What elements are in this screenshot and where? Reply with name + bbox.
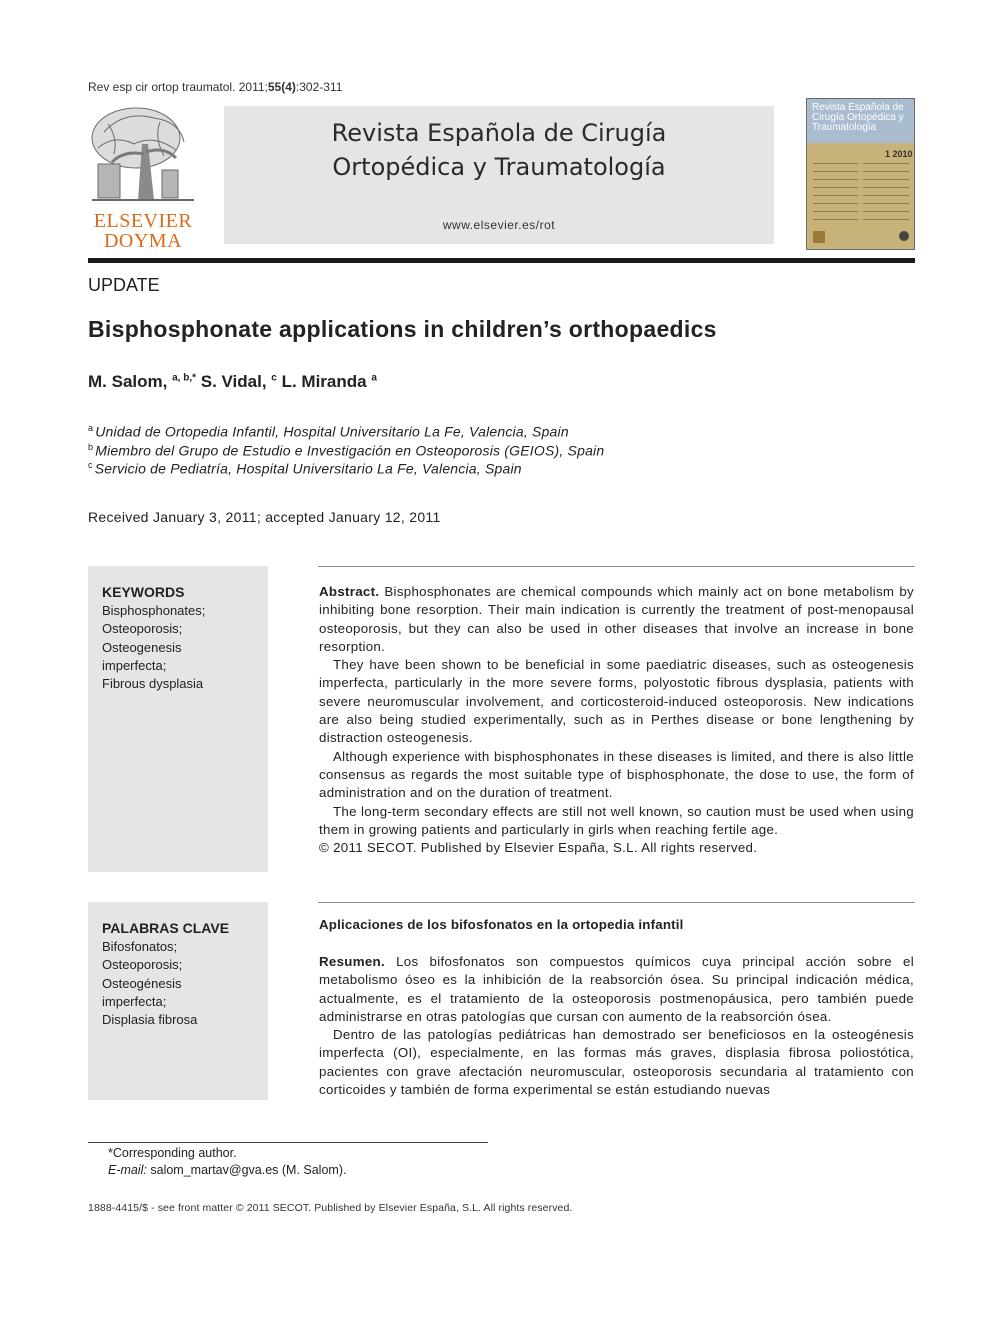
keyword-item: imperfecta; bbox=[102, 657, 167, 673]
affiliation-item bbox=[88, 442, 604, 459]
abstract-section bbox=[319, 583, 914, 857]
footnote-rule bbox=[88, 1142, 488, 1143]
citation-pages: :302-311 bbox=[295, 80, 343, 94]
abstract-paragraph: The long-term secondary effects are still not well known, so caution must be used when using them in growing patients and particularly in girls when reaching fertile age. bbox=[319, 803, 914, 837]
header-divider bbox=[88, 258, 915, 263]
keyword-item: Osteoporosis; bbox=[102, 621, 183, 637]
issn-line: 1888-4415/$ - see front matter © 2011 SECOT. Published by Elsevier España, S.L. All rights reserved. bbox=[88, 1202, 573, 1214]
abstract-label: Abstract. bbox=[319, 584, 380, 599]
keyword-item: Osteoporosis; bbox=[102, 957, 183, 973]
resumen-paragraph: Dentro de las patologías pediátricas han demostrado ser beneficiosos en la osteogénesis imperfecta (OI), especialmente, en las formas más graves, displasia fibrosa poliostótica, pacientes con grave afectación neuromuscular, osteoporosis secundaria al tratamiento con corticoides y también de forma experimental se están estudiando nuevas bbox=[319, 1027, 914, 1098]
resumen-paragraph: Resumen. Los bifosfonatos son compuestos químicos cuya principal acción sobre el metabolismo óseo es la inhibición de la reabsorción ósea. Su principal indicación médica, actualmente, es el tratamiento de la osteoporosis postmenopáusica, pero también puede administrarse en otras patologías que cursan con aumento de la reabsorción ósea. bbox=[319, 954, 914, 1024]
abstract-paragraph: They have been shown to be beneficial in some paediatric diseases, such as osteogenesis imperfecta, particularly in the more severe forms, polyostotic fibrous dysplasia, patients with severe neuromuscular involvement, and corticosteroid-induced osteoporosis. New indications are also being studied experimentally, such as in Perthes disease or bone lengthening by distraction osteogenesis. bbox=[319, 657, 914, 746]
publisher-name-line2: DOYMA bbox=[103, 230, 183, 252]
section-label: UPDATE bbox=[88, 275, 160, 295]
publisher-logo bbox=[84, 104, 202, 252]
affiliation-text: Miembro del Grupo de Estudio e Investigación en Osteoporosis (GEIOS), Spain bbox=[95, 442, 605, 459]
author-affiliation-mark: c bbox=[271, 372, 277, 384]
cover-header bbox=[807, 99, 914, 143]
citation-line bbox=[88, 80, 342, 94]
keyword-item: Osteogénesis bbox=[102, 975, 182, 991]
affiliation-item bbox=[88, 460, 522, 477]
publisher-name-line1: ELSEVIER bbox=[93, 210, 193, 232]
spanish-title: Aplicaciones de los bifosfonatos en la ortopedia infantil bbox=[319, 917, 684, 932]
resumen-label: Resumen. bbox=[319, 954, 385, 969]
received-dates: Received January 3, 2011; accepted January 12, 2011 bbox=[88, 509, 441, 525]
author-name: M. Salom, bbox=[88, 372, 168, 391]
email-value[interactable]: salom_martav@gva.es (M. Salom). bbox=[146, 1163, 347, 1177]
citation-prefix: Rev esp cir ortop traumatol. 2011; bbox=[88, 80, 268, 94]
citation-volume: 55(4) bbox=[267, 80, 296, 94]
cover-title: Revista Española de Cirugía Ortopédica y Traumatología bbox=[812, 102, 904, 133]
journal-url[interactable]: www.elsevier.es/rot bbox=[442, 218, 556, 232]
email-note bbox=[108, 1163, 346, 1177]
keyword-item: Bifosfonatos; bbox=[102, 939, 178, 954]
author-name: S. Vidal, bbox=[200, 372, 267, 391]
keyword-item: Fibrous dysplasia bbox=[102, 676, 204, 692]
email-label: E-mail: bbox=[108, 1163, 147, 1177]
abstract-paragraph: Although experience with bisphosphonates in these diseases is limited, and there is also little consensus as regards the most suitable type of bisphosphonate, the dose to use, the form of administration and on the duration of treatment. bbox=[319, 748, 914, 801]
affiliation-mark: a bbox=[88, 423, 94, 433]
journal-title-line2: Ortopédica y Traumatología bbox=[332, 153, 666, 181]
keywords-box bbox=[88, 566, 268, 872]
journal-title-line1: Revista Española de Cirugía bbox=[331, 119, 667, 147]
cover-logo-icon bbox=[813, 231, 825, 243]
affiliation-mark: c bbox=[88, 460, 93, 470]
author-affiliation-mark: a, b,* bbox=[172, 372, 196, 384]
corresponding-author-note: *Corresponding author. bbox=[108, 1146, 237, 1160]
abstract-copyright: © 2011 SECOT. Published by Elsevier España, S.L. All rights reserved. bbox=[319, 840, 758, 856]
journal-title bbox=[224, 116, 774, 184]
author-affiliation-mark: a bbox=[371, 372, 377, 384]
tree-icon bbox=[84, 104, 202, 206]
palabras-clave-heading: PALABRAS CLAVE bbox=[102, 920, 230, 936]
affiliation-item bbox=[88, 423, 569, 440]
resumen-top-rule bbox=[318, 902, 915, 903]
journal-banner bbox=[224, 106, 774, 244]
keywords-heading: KEYWORDS bbox=[102, 584, 185, 600]
author-list bbox=[88, 372, 377, 392]
journal-cover-thumbnail bbox=[806, 98, 915, 250]
abstract-paragraph: Abstract. Bisphosphonates are chemical compounds which mainly act on bone metabolism by inhibiting bone resorption. Their main indication is currently the treatment of post-menopausal osteoporosis, but they can also be used in other diseases that involve an increase in bone resorption. bbox=[319, 584, 914, 654]
author-name: L. Miranda bbox=[281, 372, 367, 391]
affiliation-mark: b bbox=[88, 442, 94, 452]
keyword-item: Bisphosphonates; bbox=[102, 603, 206, 618]
affiliation-text: Servicio de Pediatría, Hospital Universitario La Fe, Valencia, Spain bbox=[94, 460, 522, 477]
article-title: Bisphosphonate applications in children’s orthopaedics bbox=[88, 316, 717, 342]
resumen-section bbox=[319, 953, 914, 1099]
cover-issue: 1 2010 bbox=[885, 149, 913, 159]
keyword-item: imperfecta; bbox=[102, 993, 167, 1009]
abstract-top-rule bbox=[318, 566, 915, 567]
keyword-item: Displasia fibrosa bbox=[102, 1012, 198, 1028]
cover-seal-icon bbox=[899, 231, 909, 241]
keyword-item: Osteogenesis bbox=[102, 639, 182, 655]
palabras-clave-box bbox=[88, 902, 268, 1100]
affiliation-text: Unidad de Ortopedia Infantil, Hospital Universitario La Fe, Valencia, Spain bbox=[95, 423, 569, 440]
